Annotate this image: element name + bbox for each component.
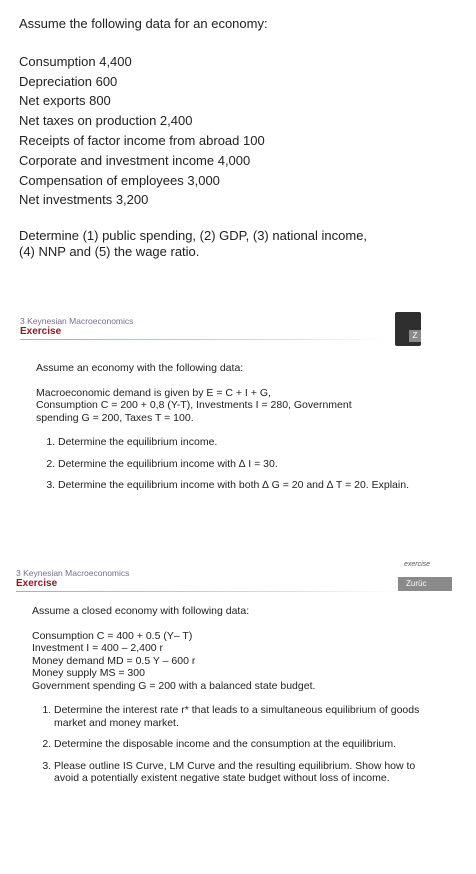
slide-3-corner-label: exercise bbox=[404, 561, 431, 568]
slide-2-corner-panel bbox=[395, 312, 421, 346]
slide-3-body bbox=[32, 605, 432, 794]
slide-2-given-line-1: Macroeconomic demand is given by E = C + I + G, bbox=[36, 386, 271, 399]
data-item: Consumption 4,400 bbox=[19, 53, 132, 69]
slide-2-chapter: 3 Keynesian Macroeconomics bbox=[20, 316, 134, 326]
slide-3-title: Exercise bbox=[16, 578, 58, 589]
slide-2-body bbox=[36, 362, 436, 501]
slide-3-chapter: 3 Keynesian Macroeconomics bbox=[16, 568, 130, 578]
slide-3-given-list bbox=[32, 630, 432, 693]
given-item: Money demand MD = 0.5 Y – 600 r bbox=[32, 654, 196, 667]
exercise-1 bbox=[19, 14, 459, 260]
exercise-1-data-list bbox=[19, 52, 459, 210]
slide-3-intro: Assume a closed economy with following data: bbox=[32, 605, 250, 617]
exercise-1-intro: Assume the following data for an economy: bbox=[19, 16, 268, 31]
exercise-1-question-line-2: (4) NNP and (5) the wage ratio. bbox=[19, 244, 200, 260]
data-item: Net exports 800 bbox=[19, 93, 111, 109]
slide-2-task-list bbox=[36, 436, 436, 492]
given-item: Money supply MS = 300 bbox=[32, 667, 145, 679]
task-item: 1. Determine the equilibrium income. bbox=[58, 436, 436, 449]
slide-3-task-list bbox=[32, 704, 432, 785]
data-item: Net taxes on production 2,400 bbox=[19, 113, 193, 129]
data-item: Receipts of factor income from abroad 100 bbox=[19, 132, 265, 148]
slide-3-divider bbox=[16, 591, 396, 592]
given-item: Consumption C = 400 + 0.5 (Y– T) bbox=[32, 629, 193, 642]
slide-2-divider bbox=[20, 339, 392, 340]
slide-3-back-button[interactable]: Zurüc bbox=[398, 577, 452, 591]
task-item: 1. Determine the interest rate r* that leads to a simultaneous equilibrium of goods market and money market. bbox=[54, 704, 432, 729]
data-item: Compensation of employees 3,000 bbox=[19, 172, 220, 188]
slide-2-intro: Assume an economy with the following data: bbox=[36, 362, 244, 374]
slide-2-given-line-3: spending G = 200, Taxes T = 100. bbox=[36, 411, 194, 424]
exercise-1-question-line-1: Determine (1) public spending, (2) GDP, (3) national income, bbox=[19, 228, 368, 244]
slide-2-title: Exercise bbox=[20, 326, 62, 337]
task-item: 2. Determine the disposable income and the consumption at the equilibrium. bbox=[54, 738, 432, 751]
data-item: Corporate and investment income 4,000 bbox=[19, 152, 251, 168]
slide-2-given-line-2: Consumption C = 200 + 0,8 (Y-T), Investments I = 280, Government bbox=[36, 399, 352, 411]
given-item: Investment I = 400 – 2,400 r bbox=[32, 642, 164, 654]
slide-2-back-button[interactable]: Z bbox=[409, 330, 421, 342]
given-item: Government spending G = 200 with a balanced state budget. bbox=[32, 679, 316, 692]
task-item: 3. Please outline IS Curve, LM Curve and the resulting equilibrium. Show how to avoid a potentially existent negative state budget without loss of income. bbox=[54, 760, 432, 785]
data-item: Net investments 3,200 bbox=[19, 192, 149, 208]
data-item: Depreciation 600 bbox=[19, 73, 118, 89]
task-item: 2. Determine the equilibrium income with ∆ I = 30. bbox=[58, 458, 436, 471]
task-item: 3. Determine the equilibrium income with both ∆ G = 20 and ∆ T = 20. Explain. bbox=[58, 479, 436, 492]
